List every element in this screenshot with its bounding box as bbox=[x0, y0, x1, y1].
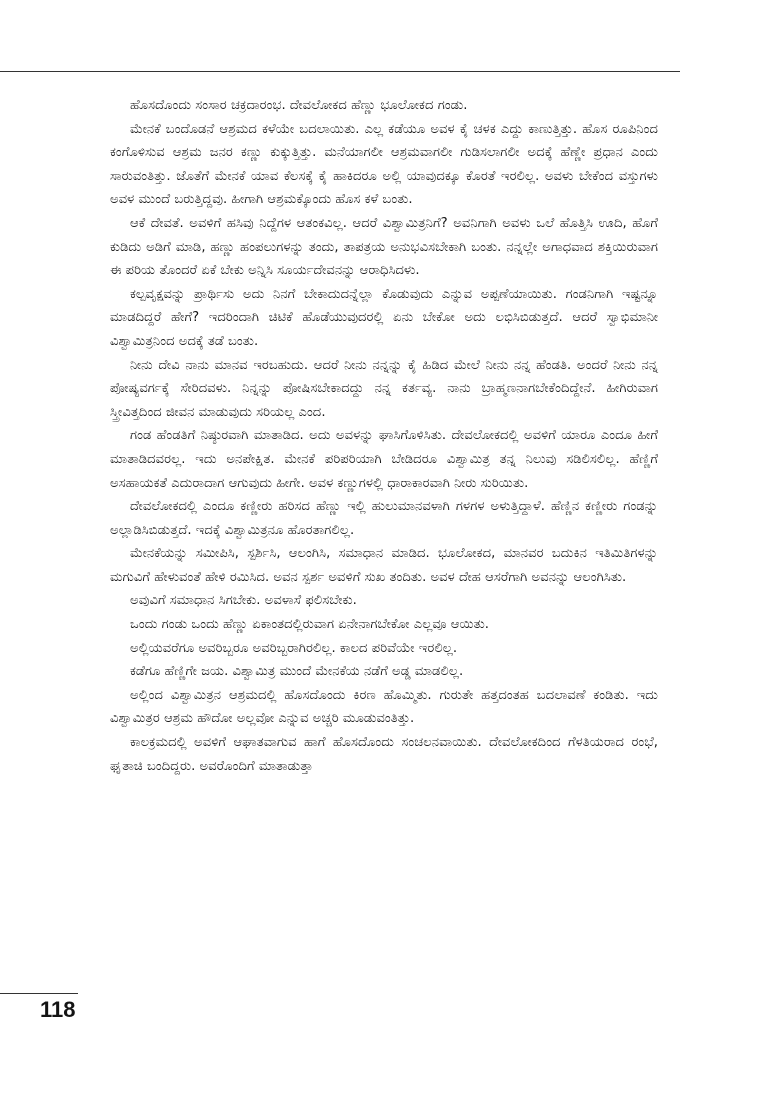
paragraph: ಅಲ್ಲಿಂದ ವಿಶ್ವಾಮಿತ್ರನ ಆಶ್ರಮದಲ್ಲಿ ಹೊಸದೊಂದು ಕಿರಣ ಹೊಮ್ಮಿತು. ಗುರುತೇ ಹತ್ತದಂತಹ ಬದಲಾವಣೆ ಕಂಡಿತು. ಇದು ವಿಶ್ವಾಮಿತ್ರರ ಆಶ್ರಮ ಹೌದೋ ಅಲ್ಲವೋ ಎನ್ನುವ ಅಚ್ಚರಿ ಮೂಡುವಂತಿತ್ತು. bbox=[110, 687, 658, 727]
paragraph: ದೇವಲೋಕದಲ್ಲಿ ಎಂದೂ ಕಣ್ಣೀರು ಹರಿಸದ ಹೆಣ್ಣು ಇಲ್ಲಿ ಹುಲುಮಾನವಳಾಗಿ ಗಳಗಳ ಅಳುತ್ತಿದ್ದಾಳೆ. ಹೆಣ್ಣಿನ ಕಣ್ಣೀರು ಗಂಡನ್ನು ಅಲ್ಲಾಡಿಸಿಬಿಡುತ್ತದೆ. ಇದಕ್ಕೆ ವಿಶ್ವಾಮಿತ್ರನೂ ಹೊರತಾಗಲಿಲ್ಲ. bbox=[110, 499, 658, 538]
body-text bbox=[110, 94, 658, 778]
paragraph: ಒಂದು ಗಂಡು ಒಂದು ಹೆಣ್ಣು ಏಕಾಂತದಲ್ಲಿರುವಾಗ ಏನೇನಾಗಬೇಕೋ ಎಲ್ಲವೂ ಆಯಿತು. bbox=[130, 617, 489, 633]
paragraph: ನೀನು ದೇವಿ ನಾನು ಮಾನವ ಇರಬಹುದು. ಆದರೆ ನೀನು ನನ್ನನ್ನು ಕೈ ಹಿಡಿದ ಮೇಲೆ ನೀನು ನನ್ನ ಹೆಂಡತಿ. ಅಂದರೆ ನೀನು ನನ್ನ ಪೋಷ್ಯವರ್ಗಕ್ಕೆ ಸೇರಿದವಳು. ನಿನ್ನನ್ನು ಪೋಷಿಸಬೇಕಾದದ್ದು ನನ್ನ ಕರ್ತವ್ಯ. ನಾನು ಬ್ರಾಹ್ಮಣನಾಗಬೇಕೆಂದಿದ್ದೇನೆ. ಹೀಗಿರುವಾಗ ಸ್ತ್ರೀವಿತ್ತದಿಂದ ಜೀವನ ಮಾಡುವುದು ಸರಿಯಲ್ಲ ಎಂದ. bbox=[110, 357, 658, 420]
paragraph: ಆಕೆ ದೇವತೆ. ಅವಳಿಗೆ ಹಸಿವು ನಿದ್ದೆಗಳ ಆತಂಕವಿಲ್ಲ. ಆದರೆ ವಿಶ್ವಾಮಿತ್ರನಿಗೆ? ಅವನಿಗಾಗಿ ಅವಳು ಒಲೆ ಹೊತ್ತಿಸಿ ಊದಿ, ಹೊಗೆ ಕುಡಿದು ಅಡಿಗೆ ಮಾಡಿ, ಹಣ್ಣು ಹಂಪಲುಗಳನ್ನು ತಂದು, ತಾಪತ್ರಯ ಅನುಭವಿಸಬೇಕಾಗಿ ಬಂತು. ನನ್ನಲ್ಲೇ ಅಗಾಧವಾದ ಶಕ್ತಿಯಿರುವಾಗ ಈ ಪರಿಯ ತೊಂದರೆ ಏಕೆ ಬೇಕು ಅನ್ನಿಸಿ ಸೂರ್ಯದೇವನನ್ನು ಆರಾಧಿಸಿದಳು. bbox=[110, 215, 658, 279]
paragraph: ಕಲ್ಪವೃಕ್ಷವನ್ನು ಪ್ರಾರ್ಥಿಸು ಅದು ನಿನಗೆ ಬೇಕಾದುದನ್ನೆಲ್ಲಾ ಕೊಡುವುದು ಎನ್ನುವ ಅಪ್ಪಣೆಯಾಯಿತು. ಗಂಡನಿಗಾಗಿ ಇಷ್ಟನ್ನೂ ಮಾಡದಿದ್ದರೆ ಹೇಗೆ? ಇದರಿಂದಾಗಿ ಚಿಟಿಕೆ ಹೊಡೆಯುವುದರಲ್ಲಿ ಏನು ಬೇಕೋ ಅದು ಲಭಿಸಿಬಿಡುತ್ತದೆ. ಆದರೆ ಸ್ವಾಭಿಮಾನೀ ವಿಶ್ವಾಮಿತ್ರನಿಂದ ಅದಕ್ಕೆ ತಡೆ ಬಂತು. bbox=[110, 286, 658, 349]
page-number: 118 bbox=[40, 997, 76, 1022]
header-rule bbox=[0, 71, 680, 72]
paragraph: ಕಾಲಕ್ರಮದಲ್ಲಿ ಅವಳಿಗೆ ಆಘಾತವಾಗುವ ಹಾಗೆ ಹೊಸದೊಂದು ಸಂಚಲನವಾಯಿತು. ದೇವಲೋಕದಿಂದ ಗೆಳತಿಯರಾದ ರಂಭೆ, ಘೃತಾಚಿ ಬಂದಿದ್ದರು. ಅವರೊಂದಿಗೆ ಮಾತಾಡುತ್ತಾ bbox=[110, 735, 658, 774]
paragraph: ಅಲ್ಲಿಯವರೆಗೂ ಅವರಿಬ್ಬರೂ ಅವರಿಬ್ಬರಾಗಿರಲಿಲ್ಲ. ಕಾಲದ ಪರಿವೆಯೇ ಇರಲಿಲ್ಲ. bbox=[130, 640, 458, 656]
paragraph: ಗಂಡ ಹೆಂಡತಿಗೆ ನಿಷ್ಠುರವಾಗಿ ಮಾತಾಡಿದ. ಅದು ಅವಳನ್ನು ಘಾಸಿಗೊಳಿಸಿತು. ದೇವಲೋಕದಲ್ಲಿ ಅವಳಿಗೆ ಯಾರೂ ಎಂದೂ ಹೀಗೆ ಮಾತಾಡಿದವರಲ್ಲ. ಇದು ಅನಪೇಕ್ಷಿತ. ಮೇನಕೆ ಪರಿಪರಿಯಾಗಿ ಬೇಡಿದರೂ ವಿಶ್ವಾಮಿತ್ರ ತನ್ನ ನಿಲುವು ಸಡಿಲಿಸಲಿಲ್ಲ. ಹೆಣ್ಣಿಗೆ ಅಸಹಾಯಕತೆ ಎದುರಾದಾಗ ಆಗುವುದು ಹೀಗೇ. ಅವಳ ಕಣ್ಣುಗಳಲ್ಲಿ ಧಾರಾಕಾರವಾಗಿ ನೀರು ಸುರಿಯಿತು. bbox=[110, 428, 658, 491]
paragraph: ಮೇನಕೆ ಬಂದೊಡನೆ ಆಶ್ರಮದ ಕಳೆಯೇ ಬದಲಾಯಿತು. ಎಲ್ಲ ಕಡೆಯೂ ಅವಳ ಕೈ ಚಳಕ ಎದ್ದು ಕಾಣುತ್ತಿತ್ತು. ಹೊಸ ರೂಪಿನಿಂದ ಕಂಗೊಳಿಸುವ ಆಶ್ರಮ ಜನರ ಕಣ್ಣು ಕುಕ್ಕುತ್ತಿತ್ತು. ಮನೆಯಾಗಲೀ ಆಶ್ರಮವಾಗಲೀ ಗುಡಿಸಲಾಗಲೀ ಅದಕ್ಕೆ ಹೆಣ್ಣೇ ಪ್ರಧಾನ ಎಂದು ಸಾರುವಂತಿತ್ತು. ಜೊತೆಗೆ ಮೇನಕೆ ಯಾವ ಕೆಲಸಕ್ಕೆ ಕೈ ಹಾಕಿದರೂ ಅಲ್ಲಿ ಯಾವುದಕ್ಕೂ ಕೊರತೆ ಇರಲಿಲ್ಲ. ಅವಳು ಬೇಕೆಂದ ವಸ್ತುಗಳು ಅವಳ ಮುಂದೆ ಬರುತ್ತಿದ್ದವು. ಹೀಗಾಗಿ ಆಶ್ರಮಕ್ಕೊಂದು ಹೊಸ ಕಳೆ ಬಂತು. bbox=[110, 121, 658, 208]
paragraph: ಕಡೆಗೂ ಹೆಣ್ಣಿಗೇ ಜಯ. ವಿಶ್ವಾಮಿತ್ರ ಮುಂದೆ ಮೇನಕೆಯ ನಡೆಗೆ ಅಡ್ಡ ಮಾಡಲಿಲ್ಲ. bbox=[130, 664, 464, 680]
footer-rule bbox=[0, 993, 78, 994]
paragraph: ಅವುವಿಗೆ ಸಮಾಧಾನ ಸಿಗಬೇಕು. ಅವಳಾಸೆ ಫಲಿಸಬೇಕು. bbox=[130, 593, 357, 609]
paragraph: ಹೊಸದೊಂದು ಸಂಸಾರ ಚಕ್ರದಾರಂಭ. ದೇವಲೋಕದ ಹೆಣ್ಣು ಭೂಲೋಕದ ಗಂಡು. bbox=[130, 98, 468, 113]
paragraph: ಮೇನಕೆಯನ್ನು ಸಮೀಪಿಸಿ, ಸ್ಪರ್ಶಿಸಿ, ಆಲಂಗಿಸಿ, ಸಮಾಧಾನ ಮಾಡಿದ. ಭೂಲೋಕದ, ಮಾನವರ ಬದುಕಿನ ಇತಿಮಿತಿಗಳನ್ನು ಮಗುವಿಗೆ ಹೇಳುವಂತೆ ಹೇಳಿ ರಮಿಸಿದ. ಅವನ ಸ್ಪರ್ಶ ಅವಳಿಗೆ ಸುಖ ತಂದಿತು. ಅವಳ ದೇಹ ಆಸರೆಗಾಗಿ ಅವನನ್ನು ಆಲಂಗಿಸಿತು. bbox=[110, 546, 658, 585]
